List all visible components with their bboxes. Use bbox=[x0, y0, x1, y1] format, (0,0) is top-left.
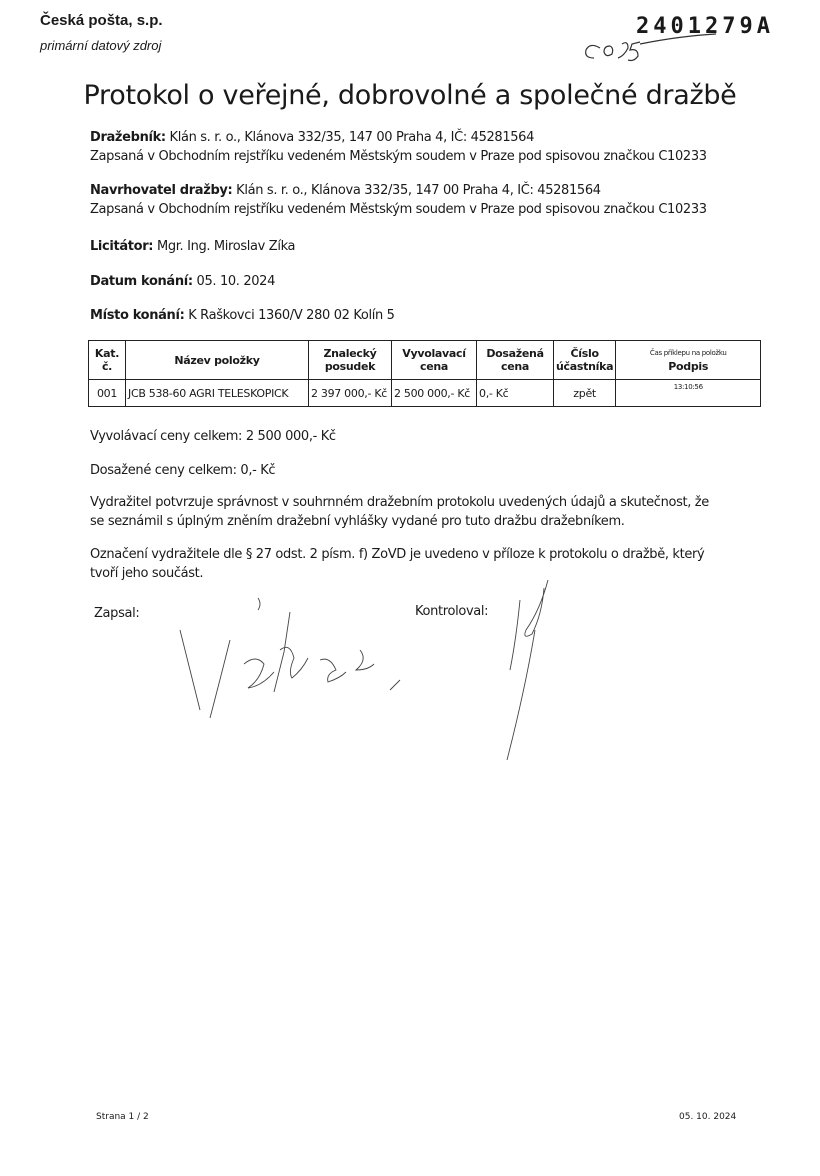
paragraph-1-line-1: Vydražitel potvrzuje správnost v souhrnném dražebním protokolu uvedených údajů a skutečnost, že bbox=[90, 495, 709, 510]
col-time-label: Čas příklepu na položku bbox=[649, 349, 727, 357]
cell-final-price: 0,- Kč bbox=[477, 380, 554, 407]
col-appraisal: Znalecký posudek bbox=[309, 341, 392, 380]
proposer-label: Navrhovatel dražby: bbox=[90, 183, 233, 198]
col-signature-label: Podpis bbox=[668, 360, 709, 373]
col-name: Název položky bbox=[126, 341, 309, 380]
document-number: 2401279A bbox=[636, 14, 774, 39]
cell-name: JCB 538-60 AGRI TELESKOPICK bbox=[126, 380, 309, 407]
licitator-label: Licitátor: bbox=[90, 239, 154, 254]
place-value: K Raškovci 1360/V 280 02 Kolín 5 bbox=[188, 308, 395, 323]
cell-kat: 001 bbox=[89, 380, 126, 407]
cell-appraisal: 2 397 000,- Kč bbox=[309, 380, 392, 407]
auctioneer-registry: Zapsaná v Obchodním rejstříku vedeném Městským soudem v Praze pod spisovou značkou C10233 bbox=[90, 149, 707, 164]
licitator-value: Mgr. Ing. Miroslav Zíka bbox=[156, 239, 296, 254]
col-participant: Číslo účastníka bbox=[554, 341, 616, 380]
auctioneer-value: Klán s. r. o., Klánova 332/35, 147 00 Praha 4, IČ: 45281564 bbox=[169, 130, 535, 145]
page-title: Protokol o veřejné, dobrovolné a společné dražbě bbox=[83, 80, 737, 111]
place-label: Místo konání: bbox=[90, 308, 185, 323]
issuer-name: Česká pošta, s.p. bbox=[40, 12, 163, 29]
cell-time: 13:10:56 bbox=[673, 383, 703, 391]
source-label: primární datový zdroj bbox=[40, 38, 162, 53]
footer-date: 05. 10. 2024 bbox=[679, 1112, 737, 1122]
handwritten-note bbox=[586, 34, 716, 61]
checked-label: Kontroloval: bbox=[415, 604, 489, 619]
cell-start-price: 2 500 000,- Kč bbox=[392, 380, 477, 407]
page-number: Strana 1 / 2 bbox=[96, 1112, 149, 1122]
signature-checked bbox=[507, 580, 548, 760]
signature-wrote bbox=[180, 598, 400, 718]
date-label: Datum konání: bbox=[90, 274, 193, 289]
auctioneer-label: Dražebník: bbox=[90, 130, 166, 145]
proposer-value: Klán s. r. o., Klánova 332/35, 147 00 Praha 4, IČ: 45281564 bbox=[236, 183, 601, 198]
col-kat: Kat. č. bbox=[89, 341, 126, 380]
proposer-registry: Zapsaná v Obchodním rejstříku vedeném Městským soudem v Praze pod spisovou značkou C10233 bbox=[90, 202, 707, 217]
paragraph-2-line-2: tvoří jeho součást. bbox=[90, 566, 204, 581]
paragraph-2-line-1: Označení vydražitele dle § 27 odst. 2 písm. f) ZoVD je uvedeno v příloze k protokolu o dražbě, který bbox=[90, 547, 705, 562]
date-value: 05. 10. 2024 bbox=[196, 274, 276, 289]
paragraph-1-line-2: se seznámil s úplným zněním dražební vyhlášky vydané pro tuto dražbu dražebníkem. bbox=[90, 514, 625, 529]
total-final: Dosažené ceny celkem: 0,- Kč bbox=[90, 463, 276, 478]
cell-participant: zpět bbox=[554, 380, 616, 407]
col-start-price: Vyvolavací cena bbox=[392, 341, 477, 380]
col-final-price: Dosažená cena bbox=[477, 341, 554, 380]
total-start: Vyvolávací ceny celkem: 2 500 000,- Kč bbox=[90, 429, 336, 444]
wrote-label: Zapsal: bbox=[94, 606, 140, 621]
